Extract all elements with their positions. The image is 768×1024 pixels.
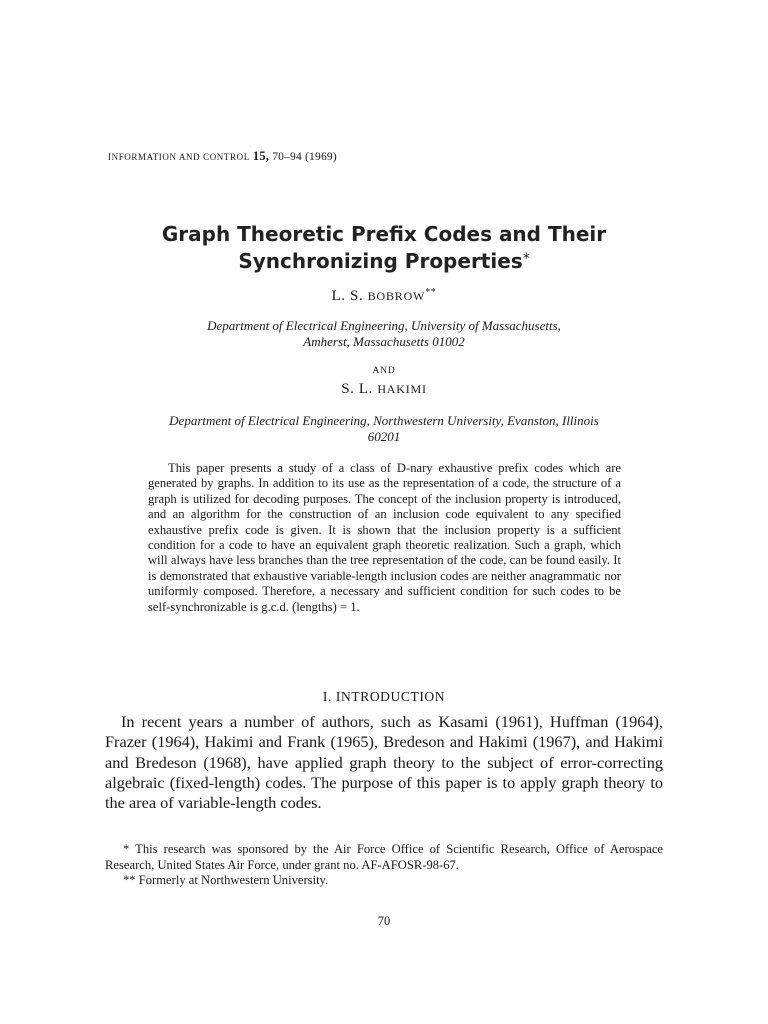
journal-pages-year: 70–94 (1969) xyxy=(272,151,337,163)
author-2-surname: HAKIMI xyxy=(377,382,427,396)
abstract xyxy=(148,461,621,615)
footnotes xyxy=(105,842,663,889)
abstract-text: This paper presents a study of a class of D-nary exhaustive prefix codes which are generated by graphs. In addition to its use as the representation of a code, the structure of a graph is utilized for decoding purposes. The concept of the inclusion property is introduced, and an algorithm for the construction of an inclusion code equivalent to any specified exhaustive prefix code is given. It is shown that the inclusion property is a sufficient condition for a code to have an equivalent graph theoretic realization. Such a graph, which will always have less branches than the tree representation of the code, can be found easily. It is demonstrated that exhaustive variable-length inclusion codes are neither anagrammatic nor uniformly composed. Therefore, a necessary and sufficient condition for such codes to be self-synchronizable is g.c.d. (lengths) = 1. xyxy=(148,461,621,614)
author-1-initials: L. S. xyxy=(331,288,364,304)
author-2 xyxy=(0,381,768,398)
author-2-affiliation xyxy=(0,413,768,445)
author-1-surname: BOBROW xyxy=(367,289,426,303)
author-conjunction: AND xyxy=(372,366,396,376)
footnote-1: * This research was sponsored by the Air Force Office of Scientific Research, Office of Aerospace Research, United States Air Force, under grant no. AF-AFOSR-98-67. xyxy=(105,842,663,872)
author-2-initials: S. L. xyxy=(341,381,373,397)
author-1-affiliation-line-2: Amherst, Massachusetts 01002 xyxy=(303,334,465,349)
author-1 xyxy=(0,287,768,305)
journal-volume: 15, xyxy=(252,149,270,163)
author-2-affiliation-line-2: 60201 xyxy=(367,429,401,444)
footnote-2: ** Formerly at Northwestern University. xyxy=(123,873,329,887)
page-number: 70 xyxy=(377,914,391,928)
journal-name: INFORMATION AND CONTROL xyxy=(108,152,250,162)
paper-title xyxy=(0,222,768,274)
author-1-affiliation-line-1: Department of Electrical Engineering, University of Massachusetts, xyxy=(207,318,561,333)
title-line-1: Graph Theoretic Prefix Codes and Their xyxy=(161,222,607,246)
introduction-paragraph: In recent years a number of authors, such as Kasami (1961), Huffman (1964), Frazer (1964), Hakimi and Frank (1965), Bredeson and Hakimi (1967), and Hakimi and Bredeson (1968), have applied graph theory to the subject of error-correcting algebraic (fixed-length) codes. The purpose of this paper is to apply graph theory to the area of variable-length codes. xyxy=(105,712,663,813)
journal-citation xyxy=(108,149,337,164)
title-footnote-marker: * xyxy=(522,251,530,267)
introduction xyxy=(105,712,663,813)
section-heading: I. INTRODUCTION xyxy=(322,689,446,704)
author-1-marker: ** xyxy=(425,287,437,298)
title-line-2: Synchronizing Properties xyxy=(238,249,523,273)
author-1-affiliation xyxy=(0,318,768,350)
author-2-affiliation-line-1: Department of Electrical Engineering, Northwestern University, Evanston, Illinois xyxy=(169,413,599,428)
